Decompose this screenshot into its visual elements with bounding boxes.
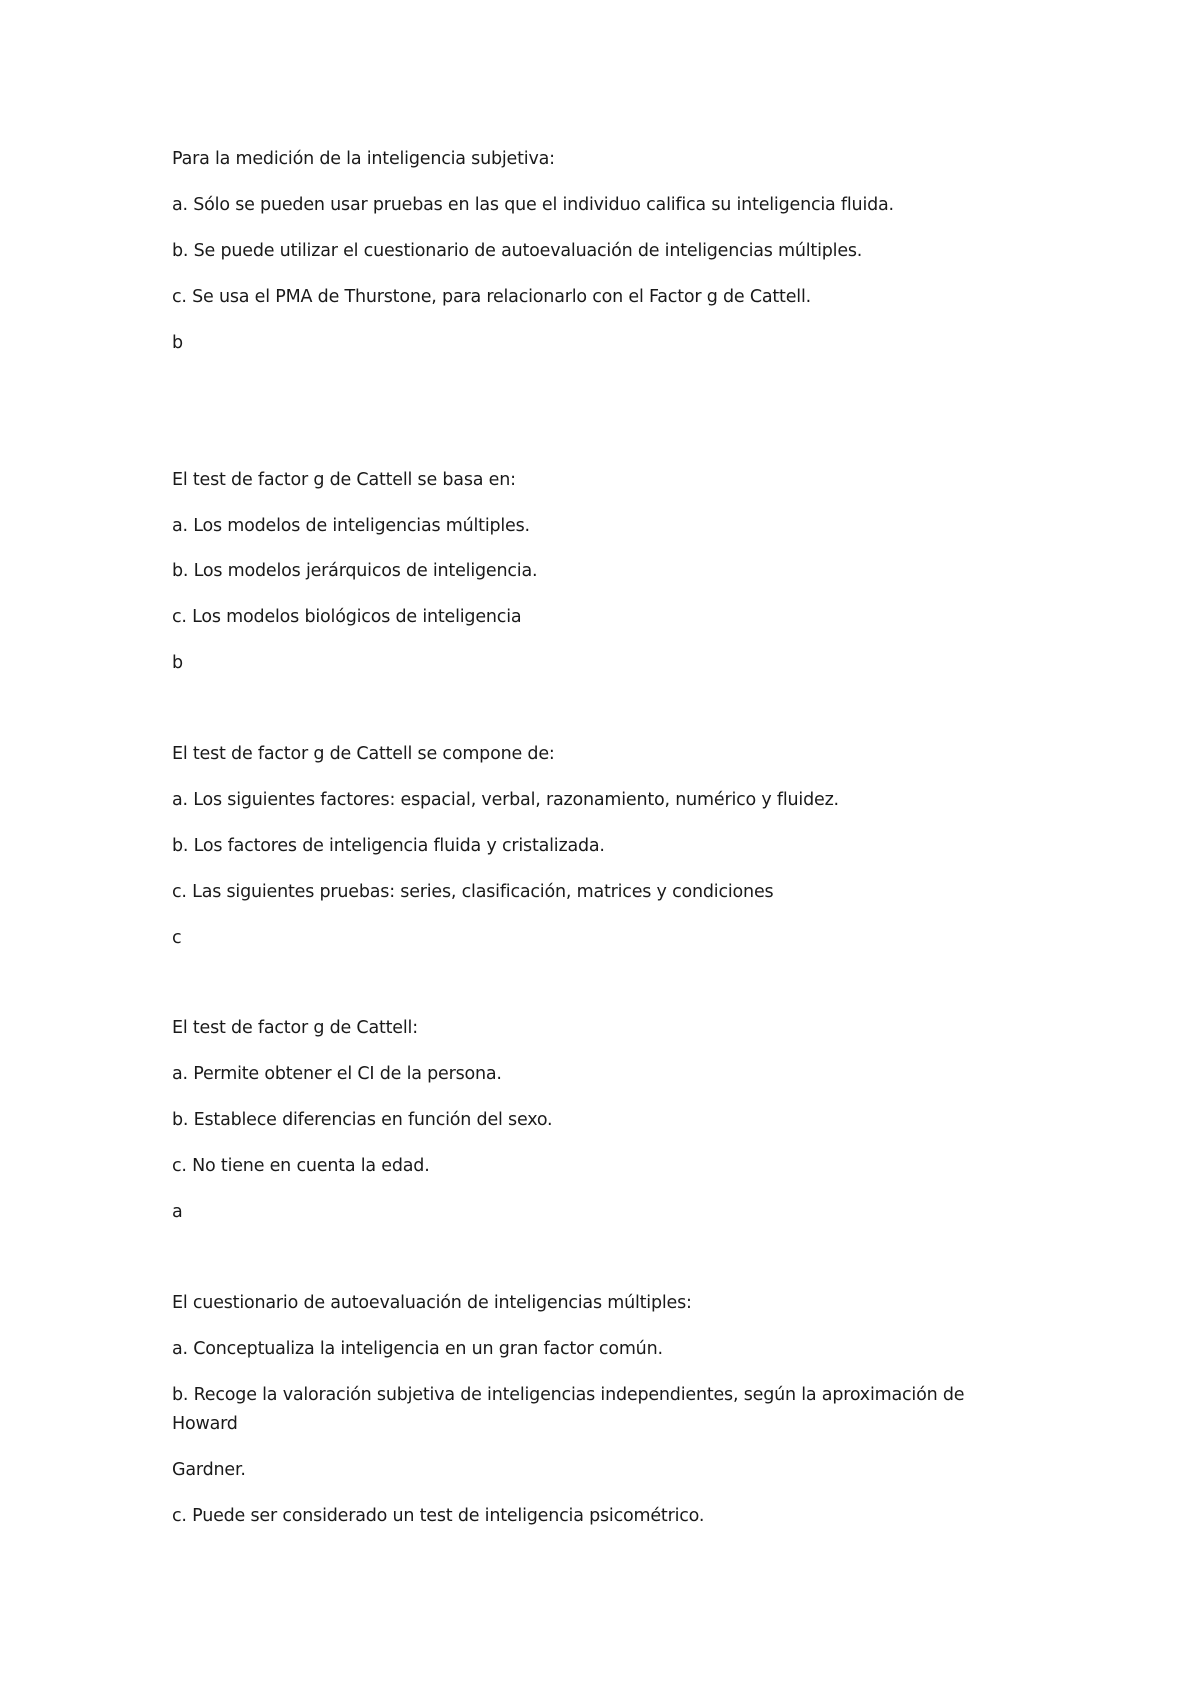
- question-3-option-b: b. Los factores de inteligencia fluida y cristalizada.: [172, 836, 605, 856]
- question-5-option-c: c. Puede ser considerado un test de inteligencia psicométrico.: [172, 1506, 705, 1526]
- question-5-option-b: b. Recoge la valoración subjetiva de inteligencias independientes, según la aproximación de: [172, 1385, 965, 1405]
- question-4-option-c: c. No tiene en cuenta la edad.: [172, 1156, 430, 1176]
- question-5-option-a: a. Conceptualiza la inteligencia en un gran factor común.: [172, 1339, 663, 1359]
- question-2-option-b: b. Los modelos jerárquicos de inteligencia.: [172, 561, 538, 581]
- question-5-option-b-end: Gardner.: [172, 1460, 246, 1480]
- question-1-option-a: a. Sólo se pueden usar pruebas en las que el individuo califica su inteligencia fluida.: [172, 195, 894, 215]
- question-5-prompt: El cuestionario de autoevaluación de inteligencias múltiples:: [172, 1293, 692, 1313]
- question-5-option-b-continued: Howard: [172, 1414, 238, 1434]
- question-2-option-a: a. Los modelos de inteligencias múltiples.: [172, 516, 530, 536]
- question-2-answer: b: [172, 653, 183, 673]
- question-1-option-c: c. Se usa el PMA de Thurstone, para relacionarlo con el Factor g de Cattell.: [172, 287, 811, 307]
- question-4-answer: a: [172, 1202, 183, 1222]
- question-1-prompt: Para la medición de la inteligencia subjetiva:: [172, 149, 555, 169]
- question-4-prompt: El test de factor g de Cattell:: [172, 1018, 418, 1038]
- question-4-option-b: b. Establece diferencias en función del sexo.: [172, 1110, 553, 1130]
- question-2-prompt: El test de factor g de Cattell se basa en:: [172, 470, 516, 490]
- question-1-answer: b: [172, 333, 183, 353]
- question-1-option-b: b. Se puede utilizar el cuestionario de autoevaluación de inteligencias múltiples.: [172, 241, 863, 261]
- question-3-prompt: El test de factor g de Cattell se compone de:: [172, 744, 555, 764]
- question-3-option-a: a. Los siguientes factores: espacial, verbal, razonamiento, numérico y fluidez.: [172, 790, 839, 810]
- question-4-option-a: a. Permite obtener el CI de la persona.: [172, 1064, 502, 1084]
- question-3-option-c: c. Las siguientes pruebas: series, clasificación, matrices y condiciones: [172, 882, 774, 902]
- question-2-option-c: c. Los modelos biológicos de inteligencia: [172, 607, 522, 627]
- question-3-answer: c: [172, 928, 182, 948]
